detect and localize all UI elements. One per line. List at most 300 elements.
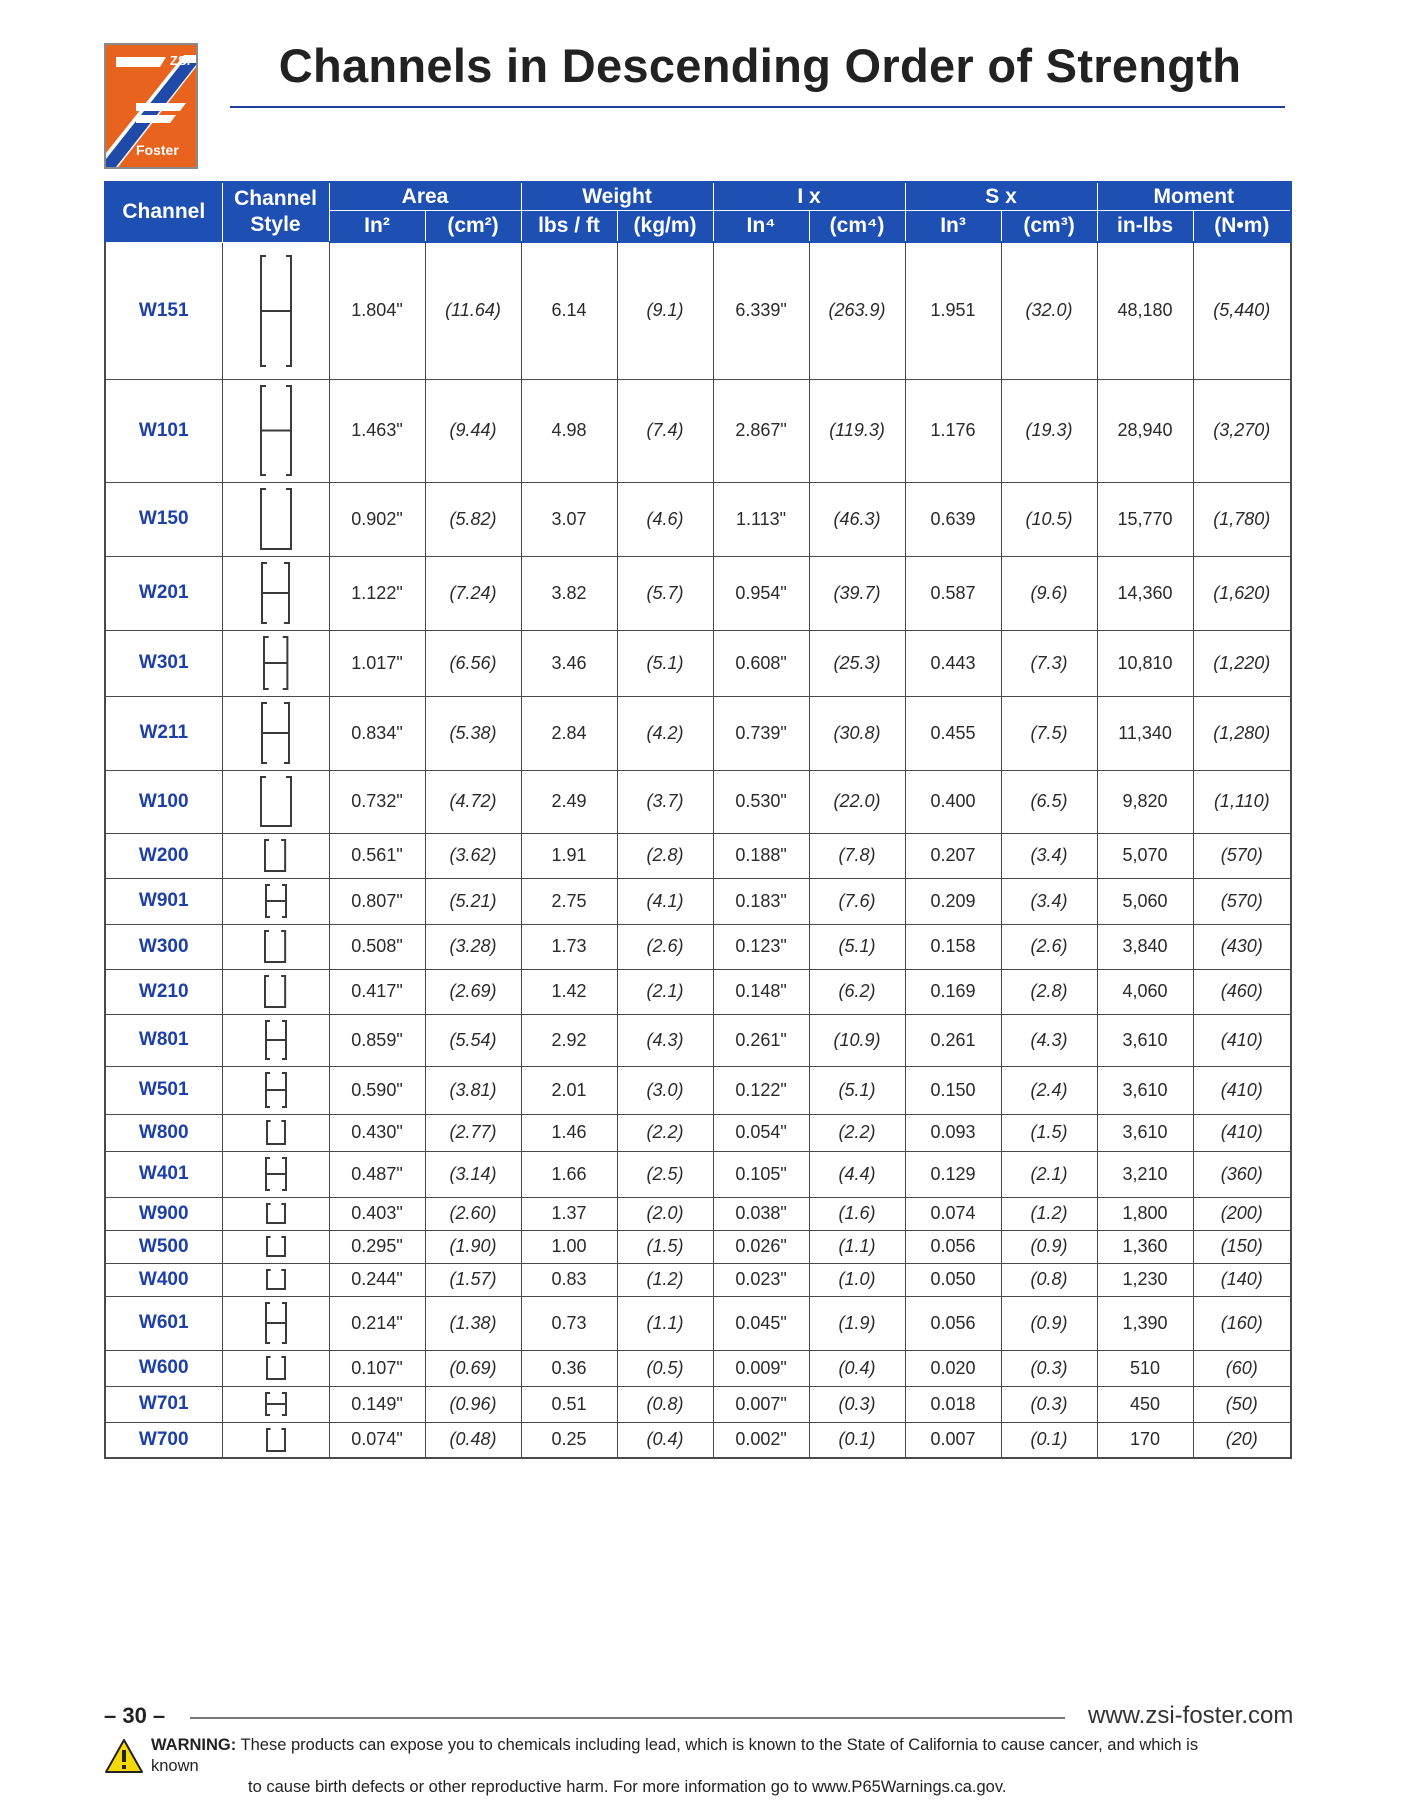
cell-sx-in: 0.261 [905,1014,1001,1066]
cell-sx-in: 0.158 [905,924,1001,969]
cell-ix-in: 0.122" [713,1066,809,1114]
cell-wt-lbs: 2.92 [521,1014,617,1066]
single-channel-icon [265,1355,287,1381]
cell-ix-in: 0.038" [713,1197,809,1230]
cell-sx-in: 0.169 [905,969,1001,1014]
cell-area-cm: (9.44) [425,379,521,482]
cell-mom-in: 5,070 [1097,833,1193,878]
cell-sx-in: 0.150 [905,1066,1001,1114]
cell-sx-in: 0.639 [905,482,1001,556]
table-row [105,630,1291,696]
channel-style-cell [222,1263,329,1296]
cell-mom-in: 15,770 [1097,482,1193,556]
channel-name: W301 [105,630,222,696]
back-to-back-channel-icon [262,635,289,691]
cell-wt-kg: (2.0) [617,1197,713,1230]
cell-area-cm: (2.60) [425,1197,521,1230]
cell-ix-in: 2.867" [713,379,809,482]
cell-ix-cm: (0.4) [809,1350,905,1386]
cell-area-cm: (0.69) [425,1350,521,1386]
cell-area-in: 0.403" [329,1197,425,1230]
cell-wt-kg: (2.8) [617,833,713,878]
cell-mom-nm: (150) [1193,1230,1291,1263]
cell-mom-nm: (3,270) [1193,379,1291,482]
cell-mom-nm: (1,620) [1193,556,1291,630]
header-unit-moment-inlbs: in-lbs [1097,211,1193,243]
cell-area-cm: (11.64) [425,242,521,379]
footer-divider [190,1717,1065,1719]
cell-ix-cm: (7.8) [809,833,905,878]
cell-ix-in: 0.026" [713,1230,809,1263]
table-row [105,1230,1291,1263]
cell-sx-cm: (0.3) [1001,1350,1097,1386]
single-channel-icon [265,1235,287,1258]
cell-sx-in: 0.209 [905,878,1001,924]
cell-wt-kg: (3.7) [617,770,713,833]
cell-area-cm: (3.14) [425,1151,521,1197]
cell-mom-nm: (360) [1193,1151,1291,1197]
cell-ix-in: 0.608" [713,630,809,696]
cell-wt-kg: (2.1) [617,969,713,1014]
cell-sx-cm: (4.3) [1001,1014,1097,1066]
cell-ix-in: 0.002" [713,1422,809,1458]
cell-sx-in: 0.443 [905,630,1001,696]
cell-ix-cm: (263.9) [809,242,905,379]
single-channel-icon [263,838,287,873]
cell-mom-in: 14,360 [1097,556,1193,630]
header-channel: Channel [105,182,222,242]
cell-ix-cm: (1.6) [809,1197,905,1230]
cell-mom-in: 48,180 [1097,242,1193,379]
cell-wt-lbs: 0.51 [521,1386,617,1422]
single-channel-icon [265,1202,287,1225]
channel-name: W200 [105,833,222,878]
header-group-area: Area [329,182,521,211]
cell-wt-kg: (5.7) [617,556,713,630]
table-row [105,1066,1291,1114]
cell-mom-in: 1,360 [1097,1230,1193,1263]
cell-ix-in: 0.123" [713,924,809,969]
channel-style-cell [222,379,329,482]
channel-style-cell [222,242,329,379]
cell-mom-in: 3,610 [1097,1066,1193,1114]
cell-area-cm: (5.82) [425,482,521,556]
table-row [105,1114,1291,1151]
logo-top-text: ZSi [170,53,191,68]
cell-sx-cm: (1.5) [1001,1114,1097,1151]
cell-area-in: 1.122" [329,556,425,630]
table-row [105,833,1291,878]
cell-sx-in: 0.455 [905,696,1001,770]
channel-name: W100 [105,770,222,833]
cell-wt-lbs: 1.37 [521,1197,617,1230]
channel-style-cell [222,1350,329,1386]
back-to-back-channel-icon [260,701,291,765]
cell-sx-cm: (9.6) [1001,556,1097,630]
header-channel-style [222,182,329,242]
cell-area-in: 1.804" [329,242,425,379]
cell-sx-cm: (6.5) [1001,770,1097,833]
cell-ix-cm: (1.1) [809,1230,905,1263]
cell-area-in: 0.214" [329,1296,425,1350]
cell-sx-cm: (0.9) [1001,1296,1097,1350]
channel-style-cell [222,1114,329,1151]
single-channel-icon [263,974,287,1009]
channel-style-cell [222,1296,329,1350]
cell-sx-cm: (3.4) [1001,833,1097,878]
cell-wt-lbs: 3.07 [521,482,617,556]
table-row [105,1296,1291,1350]
table-row [105,1350,1291,1386]
cell-area-in: 0.859" [329,1014,425,1066]
cell-sx-cm: (0.9) [1001,1230,1097,1263]
cell-area-in: 0.107" [329,1350,425,1386]
cell-mom-nm: (1,780) [1193,482,1291,556]
table-row [105,482,1291,556]
cell-wt-kg: (0.5) [617,1350,713,1386]
header-group-sx: S x [905,182,1097,211]
table-row [105,924,1291,969]
header-unit-moment-nm: (N•m) [1193,211,1291,243]
cell-area-in: 0.834" [329,696,425,770]
cell-area-cm: (0.48) [425,1422,521,1458]
header-unit-sx-cm: (cm³) [1001,211,1097,243]
header-unit-sx-in: In³ [905,211,1001,243]
cell-mom-nm: (1,220) [1193,630,1291,696]
cell-mom-in: 3,210 [1097,1151,1193,1197]
header-unit-weight-lbs: lbs / ft [521,211,617,243]
channel-style-cell [222,1386,329,1422]
single-channel-icon [259,487,293,551]
website-url: www.zsi-foster.com [1088,1702,1294,1729]
channel-style-cell [222,556,329,630]
cell-sx-in: 0.056 [905,1230,1001,1263]
back-to-back-channel-icon [264,1019,288,1061]
channel-style-cell [222,1014,329,1066]
single-channel-icon [265,1427,287,1453]
cell-area-in: 0.508" [329,924,425,969]
cell-sx-in: 0.093 [905,1114,1001,1151]
table-row [105,1422,1291,1458]
cell-area-cm: (1.90) [425,1230,521,1263]
warning-icon [104,1738,144,1774]
cell-wt-kg: (4.2) [617,696,713,770]
table-body [105,242,1291,1458]
channel-name: W801 [105,1014,222,1066]
cell-ix-in: 0.054" [713,1114,809,1151]
cell-mom-nm: (50) [1193,1386,1291,1422]
cell-mom-nm: (570) [1193,878,1291,924]
cell-wt-lbs: 3.82 [521,556,617,630]
cell-area-cm: (5.21) [425,878,521,924]
header-unit-weight-kg: (kg/m) [617,211,713,243]
cell-ix-cm: (119.3) [809,379,905,482]
cell-ix-in: 0.009" [713,1350,809,1386]
cell-sx-in: 0.020 [905,1350,1001,1386]
cell-mom-nm: (60) [1193,1350,1291,1386]
table-row [105,1263,1291,1296]
channel-style-cell [222,770,329,833]
cell-mom-in: 3,840 [1097,924,1193,969]
cell-sx-cm: (0.8) [1001,1263,1097,1296]
channel-name: W211 [105,696,222,770]
cell-area-in: 0.244" [329,1263,425,1296]
table-row [105,1151,1291,1197]
single-channel-icon [265,1268,287,1291]
cell-ix-cm: (46.3) [809,482,905,556]
channel-name: W400 [105,1263,222,1296]
logo-bottom-text: Foster [136,142,179,158]
cell-area-cm: (5.54) [425,1014,521,1066]
cell-mom-nm: (140) [1193,1263,1291,1296]
cell-area-cm: (1.38) [425,1296,521,1350]
channel-style-cell [222,1422,329,1458]
channel-style-cell [222,1230,329,1263]
cell-area-cm: (1.57) [425,1263,521,1296]
table-row [105,969,1291,1014]
cell-wt-lbs: 0.36 [521,1350,617,1386]
cell-wt-kg: (1.5) [617,1230,713,1263]
cell-sx-cm: (19.3) [1001,379,1097,482]
channel-name: W600 [105,1350,222,1386]
cell-wt-kg: (4.1) [617,878,713,924]
cell-sx-cm: (0.3) [1001,1386,1097,1422]
back-to-back-channel-icon [264,1301,288,1345]
cell-wt-lbs: 6.14 [521,242,617,379]
header-group-moment: Moment [1097,182,1291,211]
cell-mom-nm: (410) [1193,1114,1291,1151]
prop65-warning [151,1735,1211,1798]
cell-area-in: 1.017" [329,630,425,696]
channel-name: W501 [105,1066,222,1114]
cell-ix-cm: (7.6) [809,878,905,924]
cell-wt-kg: (2.2) [617,1114,713,1151]
cell-area-cm: (3.81) [425,1066,521,1114]
single-channel-icon [265,1119,287,1146]
channel-style-cell [222,630,329,696]
cell-wt-lbs: 1.91 [521,833,617,878]
channel-name: W800 [105,1114,222,1151]
cell-ix-cm: (4.4) [809,1151,905,1197]
cell-wt-kg: (1.1) [617,1296,713,1350]
cell-area-cm: (5.38) [425,696,521,770]
cell-area-cm: (2.77) [425,1114,521,1151]
cell-ix-in: 0.261" [713,1014,809,1066]
cell-wt-kg: (2.5) [617,1151,713,1197]
cell-mom-nm: (410) [1193,1066,1291,1114]
channel-name: W101 [105,379,222,482]
cell-mom-nm: (570) [1193,833,1291,878]
cell-area-in: 0.561" [329,833,425,878]
cell-area-in: 0.149" [329,1386,425,1422]
cell-ix-in: 0.954" [713,556,809,630]
warning-line2: to cause birth defects or other reproductive harm. For more information go to www.P65Warnings.ca.gov. [248,1778,1007,1796]
table-row [105,1014,1291,1066]
cell-ix-cm: (6.2) [809,969,905,1014]
page-number: – 30 – [104,1703,166,1728]
cell-area-in: 0.487" [329,1151,425,1197]
channel-style-cell [222,482,329,556]
header-style-line2: Style [250,213,301,237]
cell-area-in: 0.590" [329,1066,425,1114]
title-divider [230,106,1285,108]
cell-mom-nm: (20) [1193,1422,1291,1458]
channel-name: W500 [105,1230,222,1263]
cell-ix-cm: (22.0) [809,770,905,833]
cell-area-in: 0.732" [329,770,425,833]
table-row [105,770,1291,833]
cell-mom-in: 1,800 [1097,1197,1193,1230]
cell-mom-in: 1,390 [1097,1296,1193,1350]
cell-mom-nm: (460) [1193,969,1291,1014]
cell-mom-nm: (5,440) [1193,242,1291,379]
cell-ix-in: 0.105" [713,1151,809,1197]
cell-mom-in: 4,060 [1097,969,1193,1014]
cell-wt-kg: (4.3) [617,1014,713,1066]
cell-mom-in: 3,610 [1097,1114,1193,1151]
header-group-weight: Weight [521,182,713,211]
cell-sx-cm: (1.2) [1001,1197,1097,1230]
cell-ix-cm: (1.0) [809,1263,905,1296]
cell-mom-nm: (1,110) [1193,770,1291,833]
channel-style-cell [222,1197,329,1230]
cell-area-in: 0.807" [329,878,425,924]
header-style-line1: Channel [234,187,317,211]
cell-mom-nm: (430) [1193,924,1291,969]
header-group-ix: I x [713,182,905,211]
cell-sx-in: 0.587 [905,556,1001,630]
cell-sx-cm: (2.4) [1001,1066,1097,1114]
cell-ix-cm: (5.1) [809,1066,905,1114]
cell-sx-cm: (3.4) [1001,878,1097,924]
cell-wt-lbs: 2.84 [521,696,617,770]
cell-ix-cm: (39.7) [809,556,905,630]
cell-ix-cm: (30.8) [809,696,905,770]
cell-area-in: 1.463" [329,379,425,482]
cell-ix-in: 0.023" [713,1263,809,1296]
cell-mom-in: 170 [1097,1422,1193,1458]
cell-area-in: 0.902" [329,482,425,556]
warning-line1: These products can expose you to chemicals including lead, which is known to the State of California to cause cancer, and which is known [151,1736,1199,1775]
warning-label: WARNING: [151,1736,237,1754]
cell-sx-cm: (2.8) [1001,969,1097,1014]
cell-sx-in: 1.176 [905,379,1001,482]
cell-area-cm: (0.96) [425,1386,521,1422]
cell-mom-nm: (160) [1193,1296,1291,1350]
channel-name: W900 [105,1197,222,1230]
channel-name: W701 [105,1386,222,1422]
channel-name: W300 [105,924,222,969]
cell-ix-in: 0.188" [713,833,809,878]
header-unit-ix-cm: (cm⁴) [809,211,905,243]
cell-mom-nm: (200) [1193,1197,1291,1230]
channel-style-cell [222,696,329,770]
cell-sx-in: 0.400 [905,770,1001,833]
back-to-back-channel-icon [260,561,291,625]
back-to-back-channel-icon [264,1391,288,1417]
cell-wt-kg: (5.1) [617,630,713,696]
table-row [105,1386,1291,1422]
single-channel-icon [259,775,293,828]
table-row [105,696,1291,770]
cell-wt-lbs: 1.66 [521,1151,617,1197]
cell-sx-cm: (2.1) [1001,1151,1097,1197]
channel-name: W401 [105,1151,222,1197]
cell-wt-kg: (7.4) [617,379,713,482]
cell-mom-in: 11,340 [1097,696,1193,770]
cell-wt-kg: (0.4) [617,1422,713,1458]
channel-style-cell [222,1066,329,1114]
cell-wt-lbs: 0.73 [521,1296,617,1350]
cell-sx-cm: (0.1) [1001,1422,1097,1458]
cell-ix-cm: (1.9) [809,1296,905,1350]
cell-ix-in: 0.739" [713,696,809,770]
cell-area-cm: (3.62) [425,833,521,878]
table-row [105,242,1291,379]
cell-wt-lbs: 2.75 [521,878,617,924]
table-row [105,1197,1291,1230]
back-to-back-channel-icon [259,384,293,477]
cell-ix-in: 0.530" [713,770,809,833]
table-row [105,878,1291,924]
cell-wt-lbs: 0.25 [521,1422,617,1458]
cell-mom-in: 9,820 [1097,770,1193,833]
cell-ix-in: 0.148" [713,969,809,1014]
cell-sx-in: 0.056 [905,1296,1001,1350]
back-to-back-channel-icon [264,1071,288,1109]
cell-ix-in: 0.045" [713,1296,809,1350]
cell-mom-in: 28,940 [1097,379,1193,482]
channel-name: W151 [105,242,222,379]
cell-wt-lbs: 0.83 [521,1263,617,1296]
cell-ix-in: 6.339" [713,242,809,379]
cell-area-in: 0.074" [329,1422,425,1458]
header-unit-ix-in: In⁴ [713,211,809,243]
channel-style-cell [222,924,329,969]
cell-wt-kg: (1.2) [617,1263,713,1296]
channel-style-cell [222,878,329,924]
single-channel-icon [263,929,287,964]
cell-sx-cm: (32.0) [1001,242,1097,379]
cell-wt-kg: (2.6) [617,924,713,969]
cell-wt-kg: (0.8) [617,1386,713,1422]
cell-ix-cm: (0.1) [809,1422,905,1458]
cell-ix-in: 0.183" [713,878,809,924]
cell-wt-kg: (4.6) [617,482,713,556]
cell-ix-cm: (2.2) [809,1114,905,1151]
cell-mom-in: 3,610 [1097,1014,1193,1066]
cell-area-in: 0.295" [329,1230,425,1263]
cell-wt-lbs: 4.98 [521,379,617,482]
back-to-back-channel-icon [264,1156,288,1192]
cell-mom-in: 510 [1097,1350,1193,1386]
cell-area-in: 0.417" [329,969,425,1014]
cell-sx-cm: (7.5) [1001,696,1097,770]
cell-sx-in: 0.129 [905,1151,1001,1197]
cell-sx-cm: (10.5) [1001,482,1097,556]
cell-wt-lbs: 1.00 [521,1230,617,1263]
channel-name: W601 [105,1296,222,1350]
cell-area-cm: (4.72) [425,770,521,833]
channel-name: W700 [105,1422,222,1458]
cell-wt-lbs: 2.49 [521,770,617,833]
cell-sx-cm: (7.3) [1001,630,1097,696]
cell-sx-in: 1.951 [905,242,1001,379]
channel-style-cell [222,1151,329,1197]
channel-style-cell [222,969,329,1014]
channel-name: W150 [105,482,222,556]
table-row [105,379,1291,482]
